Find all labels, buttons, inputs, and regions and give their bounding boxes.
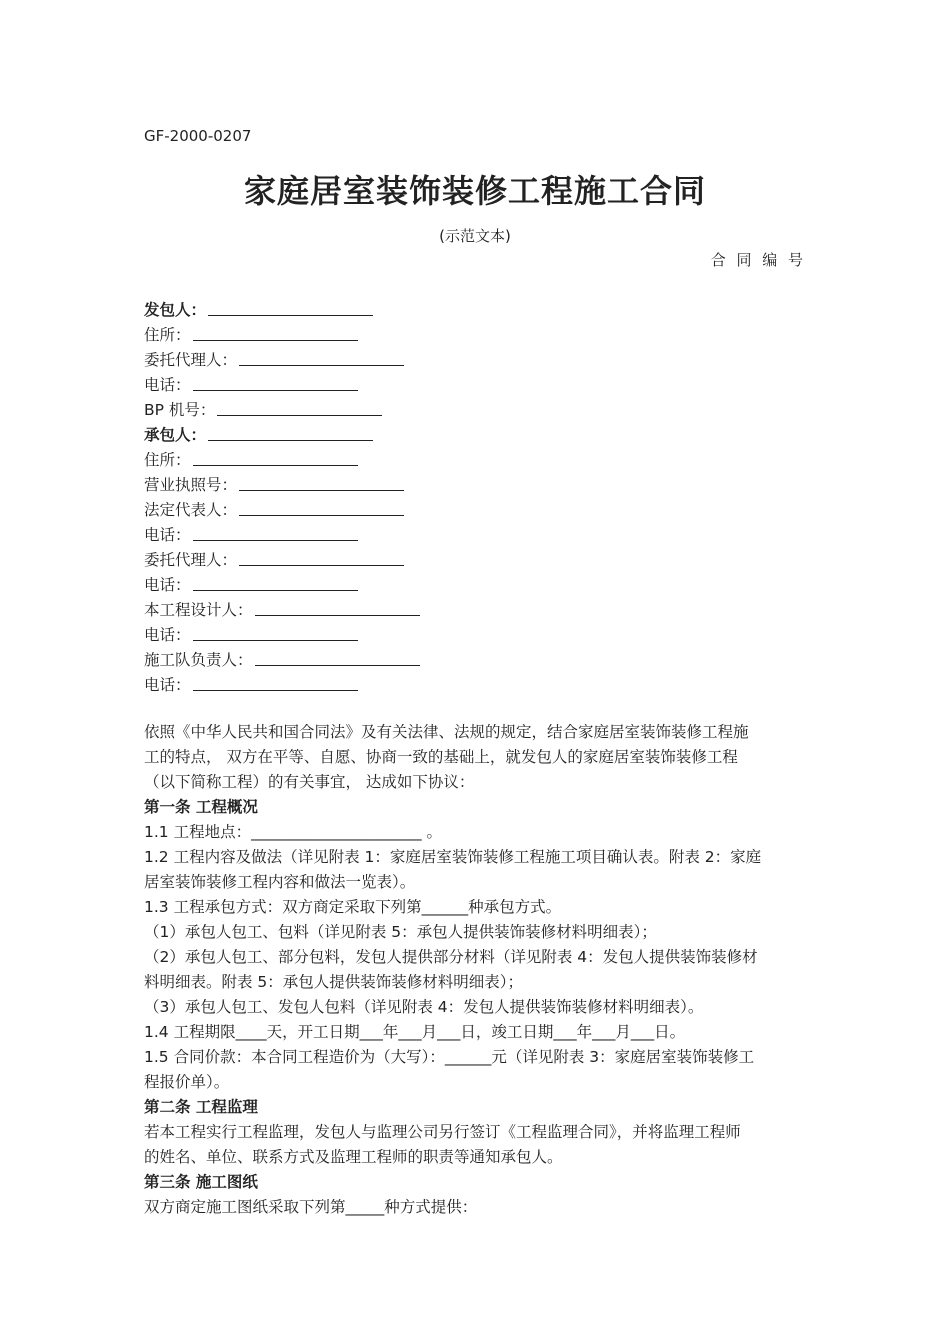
body-text-line: （以下简称工程）的有关事宜， 达成如下协议： (144, 773, 475, 791)
field-blank-line[interactable] (208, 298, 373, 316)
body-text-line: 的姓名、单位、联系方式及监理工程师的职责等通知承包人。 (144, 1148, 563, 1166)
field-label: 电话： (144, 676, 191, 694)
field-blank-line[interactable] (239, 348, 404, 366)
field-label: 委托代理人： (144, 551, 238, 569)
field-blank-line[interactable] (239, 473, 404, 491)
document-title: 家庭居室装饰装修工程施工合同 (243, 172, 706, 210)
party-fields (144, 298, 420, 698)
body-text-line: （3）承包人包工、发包人包料（详见附表 4：发包人提供装饰装修材料明细表）。 (144, 998, 704, 1016)
body-text-line: 若本工程实行工程监理，发包人与监理公司另行签订《工程监理合同》，并将监理工程师 (144, 1123, 741, 1141)
party-field (144, 323, 420, 348)
article-heading: 第一条 工程概况 (144, 798, 258, 816)
party-field (144, 623, 420, 648)
field-label: 电话： (144, 526, 191, 544)
party-field (144, 423, 420, 448)
field-label: 营业执照号： (144, 476, 238, 494)
field-label: 住所： (144, 326, 191, 344)
field-blank-line[interactable] (193, 323, 358, 341)
field-blank-line[interactable] (193, 448, 358, 466)
field-label: 电话： (144, 626, 191, 644)
body-text-line: 依照《中华人民共和国合同法》及有关法律、法规的规定，结合家庭居室装饰装修工程施 (144, 723, 749, 741)
party-field (144, 298, 420, 323)
party-field (144, 498, 420, 523)
article-heading: 第三条 施工图纸 (144, 1173, 258, 1191)
article-heading: 第二条 工程监理 (144, 1098, 258, 1116)
field-label: 住所： (144, 451, 191, 469)
field-blank-line[interactable] (239, 548, 404, 566)
field-blank-line[interactable] (255, 598, 420, 616)
field-blank-line[interactable] (217, 398, 382, 416)
field-label: 承包人： (144, 426, 207, 444)
body-text-line: 双方商定施工图纸采取下列第_____种方式提供： (144, 1198, 478, 1216)
body-text-line: 居室装饰装修工程内容和做法一览表）。 (144, 873, 416, 891)
party-field (144, 523, 420, 548)
contract-number-label: 合 同 编 号 (710, 251, 806, 269)
body-text-line: 工的特点， 双方在平等、自愿、协商一致的基础上，就发包人的家庭居室装饰装修工程 (144, 748, 738, 766)
body-text-line: 1.4 工程期限____天，开工日期___年___月___日，竣工日期___年___月___日。 (144, 1023, 686, 1041)
body-text-line: （1）承包人包工、包料（详见附表 5：承包人提供装饰装修材料明细表）； (144, 923, 657, 941)
party-field (144, 648, 420, 673)
field-blank-line[interactable] (193, 523, 358, 541)
party-field (144, 573, 420, 598)
body-text-line: 1.2 工程内容及做法（详见附表 1：家庭居室装饰装修工程施工项目确认表。附表 2：家庭 (144, 848, 762, 866)
standard-code: GF-2000-0207 (144, 127, 252, 145)
field-blank-line[interactable] (193, 673, 358, 691)
party-field (144, 373, 420, 398)
field-blank-line[interactable] (255, 648, 420, 666)
field-label: 电话： (144, 376, 191, 394)
field-blank-line[interactable] (193, 623, 358, 641)
body-text-line: 程报价单）。 (144, 1073, 230, 1091)
party-field (144, 673, 420, 698)
field-label: 施工队负责人： (144, 651, 253, 669)
party-field (144, 598, 420, 623)
party-field (144, 473, 420, 498)
body-text-line: 1.1 工程地点：______________________ 。 (144, 823, 443, 841)
body-text-line: （2）承包人包工、部分包料，发包人提供部分材料（详见附表 4：发包人提供装饰装修材 (144, 948, 758, 966)
field-blank-line[interactable] (193, 373, 358, 391)
party-field (144, 448, 420, 473)
field-label: 电话： (144, 576, 191, 594)
field-label: 发包人： (144, 301, 207, 319)
field-label: BP 机号： (144, 401, 216, 419)
field-label: 委托代理人： (144, 351, 238, 369)
contract-body (144, 720, 808, 1220)
field-blank-line[interactable] (239, 498, 404, 516)
party-field (144, 398, 420, 423)
field-blank-line[interactable] (208, 423, 373, 441)
body-text-line: 料明细表。附表 5：承包人提供装饰装修材料明细表）； (144, 973, 524, 991)
party-field (144, 548, 420, 573)
body-text-line: 1.3 工程承包方式：双方商定采取下列第______种承包方式。 (144, 898, 562, 916)
party-field (144, 348, 420, 373)
body-text-line: 1.5 合同价款：本合同工程造价为（大写）：______元（详见附表 3：家庭居室装饰装修工 (144, 1048, 755, 1066)
document-subtitle: (示范文本) (439, 227, 511, 245)
field-label: 本工程设计人： (144, 601, 253, 619)
field-blank-line[interactable] (193, 573, 358, 591)
field-label: 法定代表人： (144, 501, 238, 519)
